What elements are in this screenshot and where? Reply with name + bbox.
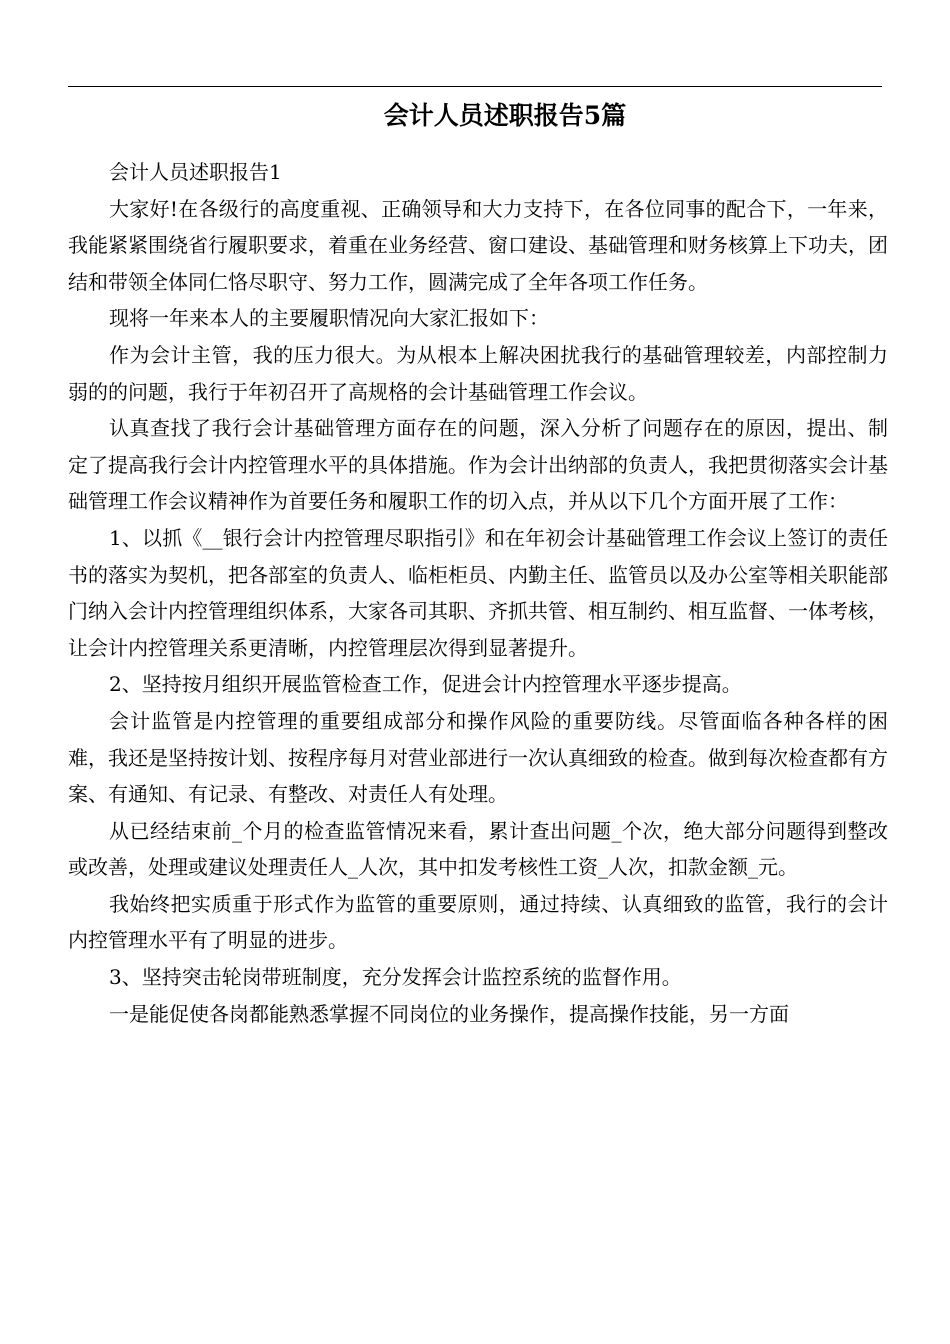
paragraph: 现将一年来本人的主要履职情况向大家汇报如下： (109, 306, 549, 331)
paragraph: 作为会计主管，我的压力很大。为从根本上解决困扰我行的基础管理较差，内部控制力弱的的问题，我行于年初召开了高规格的会计基础管理工作会议。 (68, 342, 888, 404)
document-title: 会计人员述职报告5篇 (383, 101, 627, 130)
paragraph: 一是能促使各岗都能熟悉掌握不同岗位的业务操作，提高操作技能，另一方面 (109, 1001, 789, 1026)
paragraph: 1、以抓《__银行会计内控管理尽职指引》和在年初会计基础管理工作会议上签订的责任书的落实为契机，把各部室的负责人、临柜柜员、内勤主任、监管员以及办公室等相关职能部门纳入会计内控管理组织体系，大家各司其职、齐抓共管、相互制约、相互监督、一体考核，让会计内控管理关系更清晰，内控管理层次得到显著提升。 (68, 525, 888, 660)
document-body (68, 154, 888, 1032)
paragraph: 认真查找了我行会计基础管理方面存在的问题，深入分析了问题存在的原因，提出、制定了提高我行会计内控管理水平的具体措施。作为会计出纳部的负责人，我把贯彻落实会计基础管理工作会议精神作为首要任务和履职工作的切入点，并从以下几个方面开展了工作： (68, 416, 888, 514)
paragraph: 2、坚持按月组织开展监管检查工作，促进会计内控管理水平逐步提高。 (109, 672, 742, 697)
paragraph: 大家好!在各级行的高度重视、正确领导和大力支持下，在各位同事的配合下，一年来，我能紧紧围绕省行履职要求，着重在业务经营、窗口建设、基础管理和财务核算上下功夫，团结和带领全体同仁恪尽职守、努力工作，圆满完成了全年各项工作任务。 (68, 196, 888, 294)
header-rule (68, 86, 882, 87)
paragraph: 从已经结束前_个月的检查监管情况来看，累计查出问题_个次，绝大部分问题得到整改或改善，处理或建议处理责任人_人次，其中扣发考核性工资_人次，扣款金额_元。 (68, 818, 888, 880)
paragraph: 3、坚持突击轮岗带班制度，充分发挥会计监控系统的监督作用。 (109, 965, 682, 990)
paragraph: 我始终把实质重于形式作为监管的重要原则，通过持续、认真细致的监管，我行的会计内控管理水平有了明显的进步。 (68, 891, 888, 953)
section-heading: 会计人员述职报告1 (109, 160, 282, 184)
paragraph: 会计监管是内控管理的重要组成部分和操作风险的重要防线。尽管面临各种各样的困难，我还是坚持按计划、按程序每月对营业部进行一次认真细致的检查。做到每次检查都有方案、有通知、有记录、有整改、对责任人有处理。 (68, 708, 888, 807)
